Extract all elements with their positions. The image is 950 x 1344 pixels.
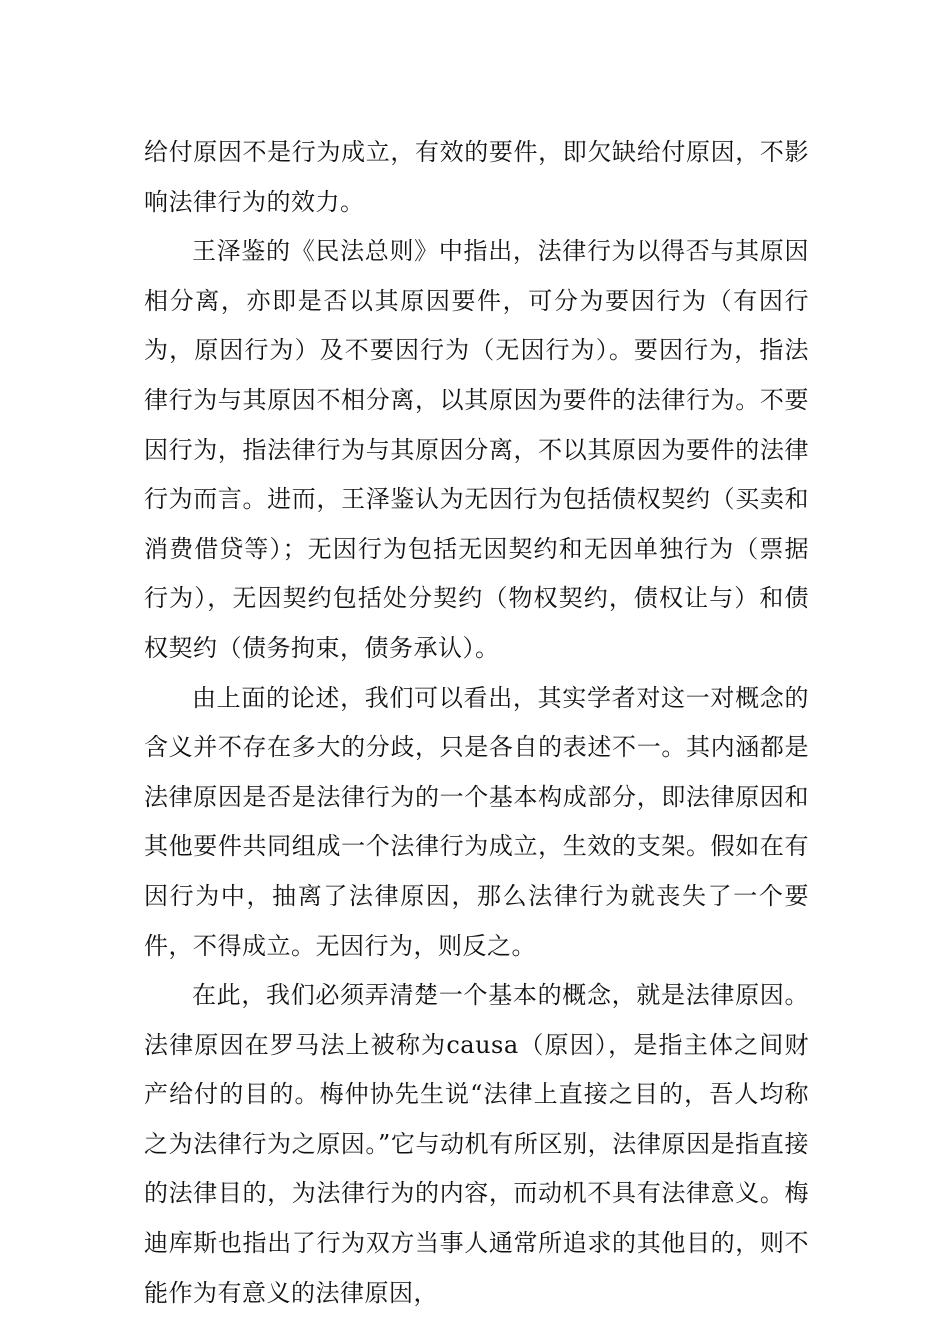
- paragraph-analysis: 由上面的论述，我们可以看出，其实学者对这一对概念的含义并不存在多大的分歧，只是各自的表述不一。其内涵都是法律原因是否是法律行为的一个基本构成部分，即法律原因和其他要件共同组成一个法律行为成立，生效的支架。假如在有因行为中，抽离了法律原因，那么法律行为就丧失了一个要件，不得成立。无因行为，则反之。: [144, 683, 809, 960]
- paragraph-legal-cause: 在此，我们必须弄清楚一个基本的概念，就是法律原因。法律原因在罗马法上被称为causa（原因），是指主体之间财产给付的目的。梅仲协先生说“法律上直接之目的，吾人均称之为法律行为之原因。”它与动机有所区别，法律原因是指直接的法律目的，为法律行为的内容，而动机不具有法律意义。梅迪库斯也指出了行为双方当事人通常所追求的其他目的，则不能作为有意义的法律原因，: [144, 981, 809, 1307]
- paragraph-wang-zejian: 王泽鉴的《民法总则》中指出，法律行为以得否与其原因相分离，亦即是否以其原因要件，可分为要因行为（有因行为，原因行为）及不要因行为（无因行为）。要因行为，指法律行为与其原因不相分离，以其原因为要件的法律行为。不要因行为，指法律行为与其原因分离，不以其原因为要件的法律行为而言。进而，王泽鉴认为无因行为包括债权契约（买卖和消费借贷等）；无因行为包括无因契约和无因单独行为（票据行为），无因契约包括处分契约（物权契约，债权让与）和债权契约（债务拘束，债务承认）。: [144, 237, 809, 662]
- body-text: [144, 128, 809, 1318]
- paragraph-continuation: 给付原因不是行为成立，有效的要件，即欠缺给付原因，不影响法律行为的效力。: [144, 138, 809, 216]
